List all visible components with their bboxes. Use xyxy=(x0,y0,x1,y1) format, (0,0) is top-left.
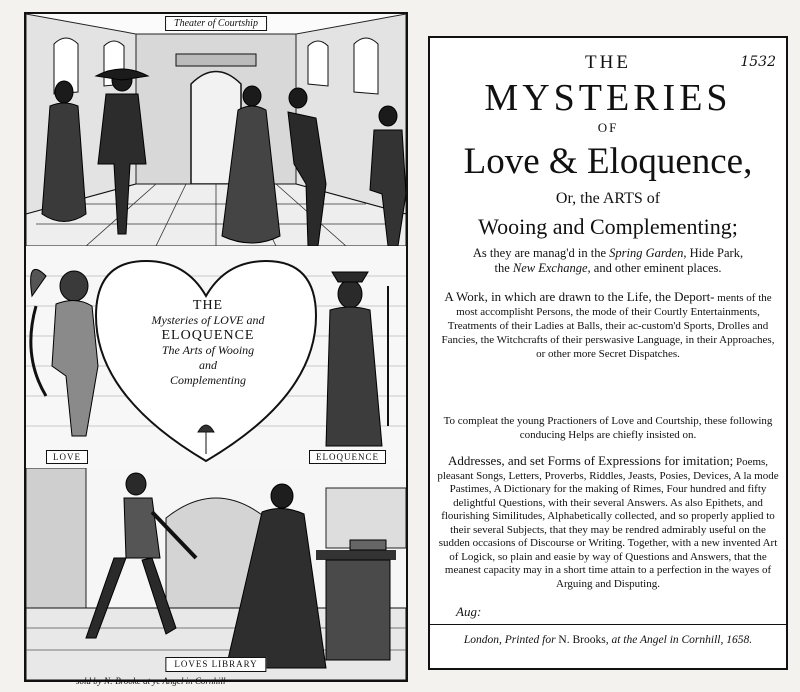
courtship-illustration xyxy=(26,14,406,246)
title-or-arts: Or, the ARTS of xyxy=(555,190,661,207)
heart-line-6: Complementing xyxy=(170,373,246,387)
love-label: LOVE xyxy=(46,450,88,464)
handwritten-aug: Aug: xyxy=(456,604,482,619)
manuscript-number: 1532 xyxy=(740,54,776,70)
work-description xyxy=(436,290,780,361)
spring-garden: Spring Garden xyxy=(609,246,684,260)
imprint-text-2: , at the Angel in Cornhill, 1658. xyxy=(605,634,753,646)
the-word: the xyxy=(494,261,513,275)
places-statement xyxy=(436,246,780,276)
heart-line-4: The Arts of Wooing xyxy=(161,343,255,357)
heart-line-1: THE xyxy=(192,298,224,313)
title-wooing: Wooing and Complementing; xyxy=(478,214,738,239)
hide-park: , Hide Park, xyxy=(683,246,744,260)
compleat-statement: To compleat the young Practioners of Love and Courtship, these following conducing Helps are chiefly insisted on. xyxy=(443,415,773,441)
loves-library-panel xyxy=(26,468,406,680)
places-text-2: , and other eminent places. xyxy=(587,261,722,275)
frontispiece-imprint: sold by N: Brooke at ye Angel in Cornhill xyxy=(76,676,226,686)
addresses-lead: Addresses, and set Forms of Expressions for imitation; xyxy=(447,453,734,468)
work-body: ments of the most accomplisht Persons, the mode of their Courtly Entertainments, Treatments of their Ladies at Balls, their ac-custom'd Sports, Drolles and Fancies, the Witchcrafts of their perswasive Language, in their Approaches, or other more Secret Dispatches. xyxy=(441,292,775,360)
title-of: OF xyxy=(597,120,619,135)
top-caption: Theater of Courtship xyxy=(165,16,267,31)
heart-inscription xyxy=(108,298,308,388)
work-lead: A Work, in which are drawn to the Life, the Deport- xyxy=(444,289,715,304)
eloquence-label: ELOQUENCE xyxy=(309,450,386,464)
library-caption: LOVES LIBRARY xyxy=(165,657,266,672)
imprint-text-1: London, Printed for xyxy=(463,634,559,646)
frontispiece-engraving xyxy=(24,12,408,682)
addresses-paragraph xyxy=(436,454,780,591)
heart-line-3: ELOQUENCE xyxy=(161,328,255,343)
title-page xyxy=(428,36,788,670)
places-text-1: As they are manag'd in the xyxy=(472,246,610,260)
heart-panel xyxy=(26,246,406,470)
title-mysteries: MYSTERIES xyxy=(484,77,732,119)
heart-line-2: Mysteries of LOVE and xyxy=(151,313,265,327)
imprint-rule xyxy=(430,624,786,625)
title-imprint xyxy=(434,634,782,646)
theater-of-courtship-panel xyxy=(26,14,406,248)
title-love-eloquence: Love & Eloquence, xyxy=(463,141,753,182)
heart-line-5: and xyxy=(199,358,217,372)
addresses-body: Poems, pleasant Songs, Letters, Proverbs, Riddles, Jeasts, Posies, Devices, A la mode Pastimes, A Dictionary for the making of Rimes, Four hundred and fifty delightful Questions, with their several Answers. As also Epithets, and flourishing Similitudes, Alphabetically collected, and so properly applied to their several Subjects, that they may be rendred admirably useful on the sudden occasions of Discourse or Writing. Together, with a new invented Art of Logick, so plain and easie by way of Questions and Answers, that the meanest capacity may in a short time attain to a perfection in the wayes of Arguing and Disputing. xyxy=(437,456,779,590)
new-exchange: New Exchange xyxy=(512,261,588,275)
title-the: THE xyxy=(585,52,631,73)
imprint-printer: N. Brooks xyxy=(558,634,606,646)
library-illustration xyxy=(26,468,406,680)
